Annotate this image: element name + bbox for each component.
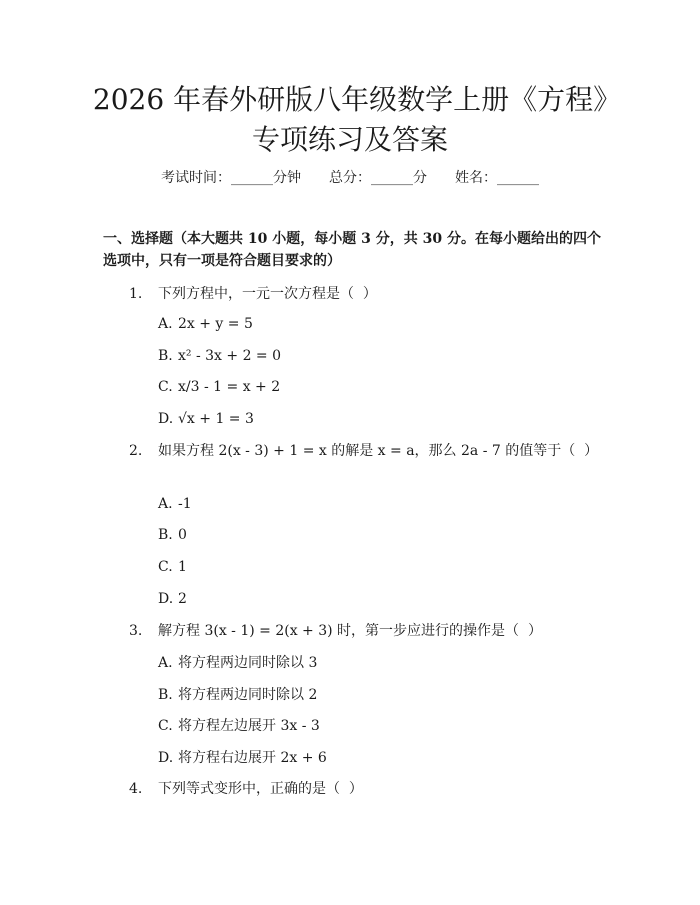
option-text: 2x + y = 5	[178, 316, 253, 332]
question-1-option-a	[158, 314, 253, 334]
option-text: 将方程两边同时除以 3	[178, 655, 318, 671]
option-letter: C.	[158, 718, 173, 734]
option-letter: C.	[158, 379, 173, 395]
question-number: 3.	[129, 623, 143, 639]
question-4	[103, 778, 603, 800]
option-letter: A.	[158, 316, 173, 332]
question-2-option-c	[158, 557, 187, 577]
option-letter: D.	[158, 591, 174, 607]
question-text: 如果方程 2(x - 3) + 1 = x 的解是 x = a，那么 2a - 7 的值等于（ ）	[158, 443, 599, 459]
question-3	[103, 620, 603, 642]
option-text: 将方程左边展开 3x - 3	[178, 718, 320, 734]
total-score-field: 总分：______分	[329, 170, 427, 186]
section-heading-choice: 一、选择题（本大题共 10 小题，每小题 3 分，共 30 分。在每小题给出的四个选项中，只有一项是符合题目要求的）	[103, 231, 601, 269]
question-3-option-a	[158, 653, 317, 673]
option-letter: C.	[158, 559, 173, 575]
question-1-option-b	[158, 346, 281, 366]
option-text: x² - 3x + 2 = 0	[178, 348, 282, 364]
question-3-option-b	[158, 685, 317, 705]
question-1-option-c	[158, 377, 280, 397]
option-text: 0	[178, 527, 187, 543]
question-1	[103, 283, 603, 305]
option-letter: D.	[158, 411, 174, 427]
question-text: 下列方程中，一元一次方程是（ ）	[158, 286, 377, 302]
option-text: 将方程右边展开 2x + 6	[178, 750, 327, 766]
question-number: 2.	[129, 443, 143, 459]
option-letter: B.	[158, 687, 173, 703]
question-2-option-d	[158, 589, 187, 609]
question-3-option-d	[158, 748, 327, 768]
option-letter: A.	[158, 655, 173, 671]
option-letter: D.	[158, 750, 174, 766]
question-2-option-b	[158, 525, 187, 545]
option-letter: A.	[158, 496, 173, 512]
question-number: 1.	[129, 286, 143, 302]
question-1-option-d	[158, 409, 254, 429]
question-text: 解方程 3(x - 1) = 2(x + 3) 时，第一步应进行的操作是（ ）	[158, 623, 542, 639]
question-number: 4.	[129, 781, 143, 797]
exam-time-field: 考试时间：______分钟	[161, 170, 301, 186]
question-text: 下列等式变形中，正确的是（ ）	[158, 781, 363, 797]
option-letter: B.	[158, 527, 173, 543]
name-field: 姓名：______	[455, 170, 539, 186]
option-text: 将方程两边同时除以 2	[178, 687, 318, 703]
option-text: 2	[178, 591, 187, 607]
option-text: -1	[178, 496, 192, 512]
option-text: x/3 - 1 = x + 2	[178, 379, 281, 395]
option-text: 1	[178, 559, 187, 575]
document-title: 2026 年春外研版八年级数学上册《方程》专项练习及答案	[92, 83, 608, 156]
option-text: √x + 1 = 3	[178, 411, 254, 427]
question-2	[103, 440, 603, 462]
question-3-option-c	[158, 716, 320, 736]
question-2-option-a	[158, 494, 192, 514]
option-letter: B.	[158, 348, 173, 364]
exam-info-line	[0, 168, 700, 188]
